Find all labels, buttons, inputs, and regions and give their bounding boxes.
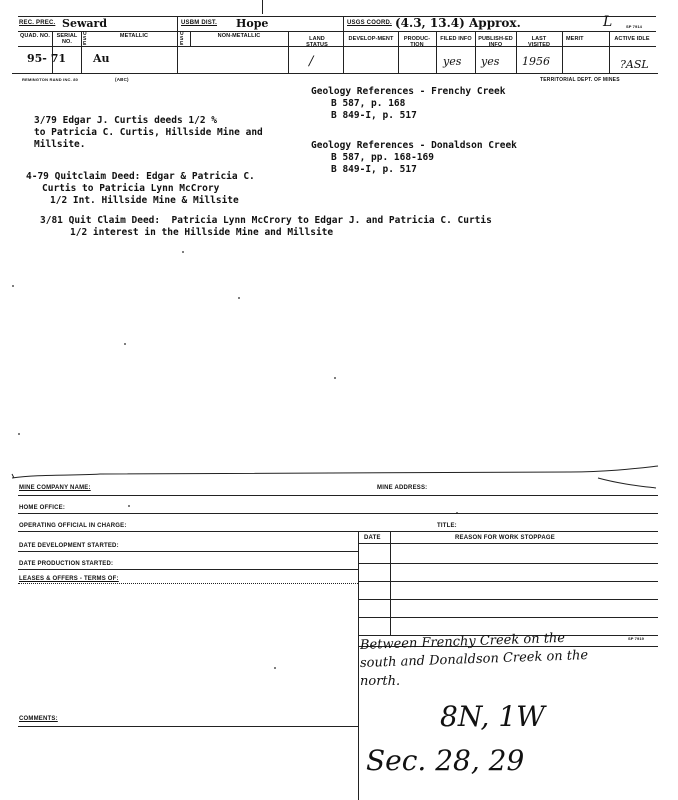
- col-use-1: U S E: [83, 31, 87, 47]
- mine-company-name-label: MINE COMPANY NAME:: [19, 485, 91, 491]
- col-development: DEVELOP-MENT: [348, 36, 394, 42]
- last-visited-value: 1956: [522, 55, 550, 68]
- handwritten-location-line-1: Between Frenchy Creek on the: [359, 630, 566, 653]
- speck: [182, 251, 184, 253]
- work-table-header-rule: [358, 543, 658, 544]
- vsep-prod: [398, 31, 399, 73]
- col-last-visited: LAST VISITED: [527, 36, 551, 48]
- date-production-label: DATE PRODUCTION STARTED:: [19, 561, 114, 567]
- printer-imprint: REMINGTON RAND INC. 80: [22, 77, 79, 82]
- col-production: PRODUC-TION: [403, 36, 431, 48]
- header-row1-rule: [18, 31, 656, 32]
- speck: [334, 377, 336, 379]
- vsep-usbm: [177, 16, 178, 73]
- col-use-2: U S E: [180, 31, 184, 47]
- quitclaim-note-line-2: Curtis to Patricia Lynn McCrory: [42, 183, 220, 194]
- usgs-coord-value: (4.3, 13.4) Approx.: [395, 16, 521, 30]
- quitclaim-1981-line-2: 1/2 interest in the Hillside Mine and Millsite: [70, 227, 334, 238]
- header-row2-rule: [18, 46, 656, 47]
- speck: [18, 433, 20, 435]
- vsep-merit: [562, 31, 563, 73]
- quitclaim-note-line-3: 1/2 Int. Hillside Mine & Millsite: [50, 195, 239, 206]
- vsep-dev: [343, 31, 344, 73]
- work-table-row2: [358, 581, 658, 582]
- col-quad-no: QUAD. NO.: [20, 33, 50, 39]
- deed-note-line-2: to Patricia C. Curtis, Hillside Mine and: [34, 127, 263, 138]
- vsep-last: [516, 31, 517, 73]
- mine-address-label: MINE ADDRESS:: [377, 485, 428, 491]
- quitclaim-note-line-1: 4-79 Quitclaim Deed: Edgar & Patricia C.: [26, 171, 255, 182]
- vsep-active: [609, 31, 610, 73]
- col-filed-info: FILED INFO: [440, 36, 472, 42]
- geology-ref-1-line-1: B 587, p. 168: [331, 98, 406, 109]
- form-number-2: SP 7919: [628, 636, 644, 641]
- work-table-row4: [358, 617, 658, 618]
- handwritten-section: Sec. 28, 29: [366, 744, 525, 777]
- rule-home-office: [18, 513, 658, 514]
- card-edge: [10, 462, 660, 492]
- rule-company: [18, 495, 658, 496]
- deed-note-line-3: Millsite.: [34, 139, 86, 150]
- speck: [274, 667, 276, 669]
- reason-column-header: REASON FOR WORK STOPPAGE: [455, 535, 555, 541]
- rec-prec-value: Seward: [62, 17, 108, 30]
- speck: [238, 297, 240, 299]
- col-metallic: METALLIC: [119, 33, 149, 39]
- top-tick: [262, 0, 263, 14]
- geology-ref-title-2: Geology References - Donaldson Creek: [311, 140, 517, 151]
- corner-mark: L: [603, 14, 613, 30]
- rule-dev-started: [18, 551, 358, 552]
- speck: [128, 505, 130, 507]
- col-serial-no: SERIAL NO.: [56, 33, 78, 45]
- active-idle-value: ?ASL: [620, 58, 649, 71]
- vsep-use2: [190, 31, 191, 46]
- rule-operating: [18, 531, 658, 532]
- work-table-date-sep: [390, 531, 391, 635]
- date-column-header: DATE: [364, 535, 381, 541]
- col-published-info: PUBLISH-ED INFO: [478, 36, 513, 48]
- rule-prod-started: [18, 569, 358, 570]
- quitclaim-1981-line-1: 3/81 Quit Claim Deed: Patricia Lynn McCrory to Edgar J. and Patricia C. Curtis: [40, 215, 492, 226]
- rec-prec-label: REC. PREC.: [19, 20, 56, 26]
- geology-ref-1-line-2: B 849-I, p. 517: [331, 110, 417, 121]
- published-info-value: yes: [481, 55, 500, 68]
- department-imprint: TERRITORIAL DEPT. OF MINES: [540, 77, 620, 83]
- vsep-filed: [436, 31, 437, 73]
- handwritten-township: 8N, 1W: [440, 700, 545, 733]
- operating-official-label: OPERATING OFFICIAL IN CHARGE:: [19, 523, 127, 529]
- vsep-pub: [475, 31, 476, 73]
- col-land-status: LAND STATUS: [306, 36, 328, 48]
- speck: [12, 285, 14, 287]
- home-office-label: HOME OFFICE:: [19, 505, 66, 511]
- col-active-idle: ACTIVE IDLE: [614, 36, 650, 42]
- land-status-value: /: [309, 54, 314, 69]
- work-table-row3: [358, 599, 658, 600]
- handwritten-location-line-3: north.: [360, 674, 401, 689]
- quad-serial-value: 95- 71: [27, 52, 67, 65]
- usgs-coord-label: USGS COORD.: [347, 20, 392, 26]
- date-development-label: DATE DEVELOPMENT STARTED:: [19, 543, 119, 549]
- col-merit: MERIT: [566, 36, 584, 42]
- vsep-usgs: [343, 16, 344, 31]
- rule-leases: [18, 583, 358, 584]
- speck: [124, 343, 126, 345]
- printer-code: (ABC): [115, 77, 129, 82]
- vsep-land: [288, 31, 289, 73]
- rule-comments: [18, 726, 358, 727]
- vsep-use1: [81, 31, 82, 73]
- deed-note-line-1: 3/79 Edgar J. Curtis deeds 1/2 %: [34, 115, 218, 126]
- geology-ref-title-1: Geology References - Frenchy Creek: [311, 86, 506, 97]
- filed-info-value: yes: [443, 55, 462, 68]
- usbm-dist-label: USBM DIST.: [181, 20, 218, 26]
- usbm-dist-value: Hope: [236, 17, 269, 30]
- header-top-rule: [18, 16, 656, 17]
- work-table-row1: [358, 563, 658, 564]
- geology-ref-2-line-1: B 587, pp. 168-169: [331, 152, 434, 163]
- form-number: SP 7914: [626, 24, 642, 29]
- metallic-value: Au: [93, 52, 110, 65]
- geology-ref-2-line-2: B 849-I, p. 517: [331, 164, 417, 175]
- handwritten-location-line-2: south and Donaldson Creek on the: [359, 648, 589, 671]
- leases-offers-label: LEASES & OFFERS - TERMS OF:: [19, 576, 119, 582]
- title-label: TITLE:: [437, 523, 457, 529]
- work-table-left: [358, 531, 359, 800]
- col-non-metallic: NON-METALLIC: [217, 33, 261, 39]
- comments-label: COMMENTS:: [19, 716, 58, 722]
- header-bottom-rule: [12, 73, 658, 74]
